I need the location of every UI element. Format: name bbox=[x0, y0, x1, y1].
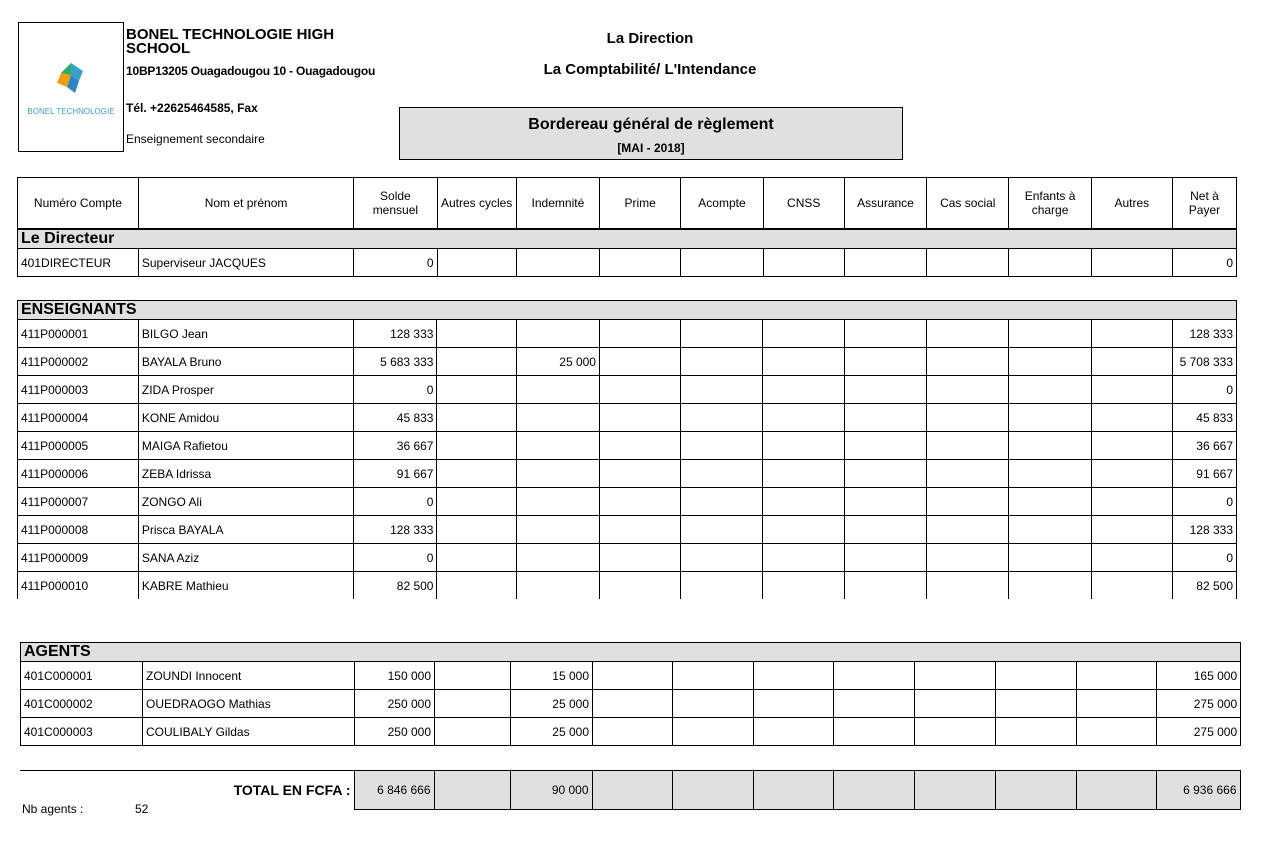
empty-cell bbox=[844, 460, 926, 488]
empty-cell bbox=[593, 718, 673, 746]
agents-table bbox=[20, 642, 1241, 746]
column-header: Net à Payer bbox=[1172, 178, 1236, 229]
account-number-cell: 411P000001 bbox=[18, 320, 139, 348]
account-number-cell: 411P000009 bbox=[18, 544, 139, 572]
empty-cell bbox=[599, 404, 680, 432]
empty-cell bbox=[927, 432, 1009, 460]
empty-cell bbox=[1091, 516, 1172, 544]
solde-cell: 82 500 bbox=[354, 572, 437, 600]
empty-cell bbox=[681, 320, 763, 348]
net-cell: 0 bbox=[1172, 376, 1236, 404]
empty-cell bbox=[1009, 572, 1091, 600]
indemnite-cell bbox=[516, 404, 599, 432]
empty-cell bbox=[834, 718, 915, 746]
net-cell: 275 000 bbox=[1157, 718, 1241, 746]
empty-cell bbox=[996, 662, 1077, 690]
empty-cell bbox=[915, 662, 996, 690]
total-empty bbox=[592, 771, 672, 810]
column-header: CNSS bbox=[763, 178, 844, 229]
table-row bbox=[18, 432, 1237, 460]
indemnite-cell: 25 000 bbox=[511, 690, 593, 718]
column-header: Nom et prénom bbox=[138, 178, 353, 229]
empty-cell bbox=[681, 516, 763, 544]
empty-cell bbox=[763, 404, 844, 432]
indemnite-cell bbox=[516, 544, 599, 572]
empty-cell bbox=[599, 488, 680, 516]
empty-cell bbox=[927, 460, 1009, 488]
table-row bbox=[18, 376, 1237, 404]
account-number-cell: 401DIRECTEUR bbox=[18, 249, 139, 277]
total-empty bbox=[833, 771, 914, 810]
empty-cell bbox=[1077, 662, 1157, 690]
table-row bbox=[18, 544, 1237, 572]
net-cell: 128 333 bbox=[1172, 320, 1236, 348]
name-cell: ZEBA Idrissa bbox=[138, 460, 353, 488]
empty-cell bbox=[599, 376, 680, 404]
account-number-cell: 411P000010 bbox=[18, 572, 139, 600]
empty-cell bbox=[763, 432, 844, 460]
net-cell: 0 bbox=[1172, 249, 1236, 277]
empty-cell bbox=[996, 690, 1077, 718]
column-header: Cas social bbox=[927, 178, 1009, 229]
empty-cell bbox=[673, 718, 754, 746]
column-header: Acompte bbox=[681, 178, 763, 229]
comptabilite-heading: La Comptabilité/ L'Intendance bbox=[543, 61, 757, 78]
empty-cell bbox=[927, 348, 1009, 376]
school-logo bbox=[18, 22, 124, 152]
indemnite-cell bbox=[516, 249, 599, 277]
column-header: Autres cycles bbox=[437, 178, 516, 229]
net-cell: 45 833 bbox=[1172, 404, 1236, 432]
empty-cell bbox=[599, 460, 680, 488]
section-label-agents: AGENTS bbox=[21, 643, 1241, 662]
solde-cell: 128 333 bbox=[354, 320, 437, 348]
table-row bbox=[18, 249, 1237, 277]
empty-cell bbox=[844, 572, 926, 600]
empty-cell bbox=[673, 690, 754, 718]
net-cell: 5 708 333 bbox=[1172, 348, 1236, 376]
logo-mark-icon bbox=[53, 61, 89, 95]
empty-cell bbox=[754, 718, 834, 746]
net-cell: 165 000 bbox=[1157, 662, 1241, 690]
total-empty bbox=[434, 771, 510, 810]
empty-cell bbox=[599, 320, 680, 348]
solde-cell: 0 bbox=[354, 376, 437, 404]
empty-cell bbox=[437, 460, 516, 488]
logo-wordmark: BONEL TECHNOLOGIE bbox=[27, 107, 115, 116]
total-empty bbox=[1076, 771, 1156, 810]
empty-cell bbox=[844, 404, 926, 432]
empty-cell bbox=[435, 662, 511, 690]
empty-cell bbox=[1009, 460, 1091, 488]
indemnite-cell bbox=[516, 432, 599, 460]
indemnite-cell: 25 000 bbox=[516, 348, 599, 376]
empty-cell bbox=[1009, 249, 1091, 277]
empty-cell bbox=[915, 690, 996, 718]
empty-cell bbox=[1009, 320, 1091, 348]
empty-cell bbox=[844, 249, 926, 277]
net-cell: 128 333 bbox=[1172, 516, 1236, 544]
table-row bbox=[18, 572, 1237, 600]
solde-cell: 36 667 bbox=[354, 432, 437, 460]
solde-cell: 0 bbox=[354, 488, 437, 516]
column-header-table bbox=[17, 177, 1237, 229]
empty-cell bbox=[844, 544, 926, 572]
empty-cell bbox=[763, 348, 844, 376]
empty-cell bbox=[599, 432, 680, 460]
name-cell: KONE Amidou bbox=[138, 404, 353, 432]
empty-cell bbox=[435, 718, 511, 746]
total-table bbox=[20, 770, 1241, 810]
name-cell: ZIDA Prosper bbox=[138, 376, 353, 404]
table-row bbox=[18, 404, 1237, 432]
empty-cell bbox=[437, 432, 516, 460]
total-label: TOTAL EN FCFA : bbox=[20, 771, 354, 810]
empty-cell bbox=[600, 249, 681, 277]
column-header: Solde mensuel bbox=[354, 178, 437, 229]
table-row bbox=[21, 690, 1241, 718]
school-name: BONEL TECHNOLOGIE HIGH SCHOOL bbox=[126, 26, 335, 57]
empty-cell bbox=[681, 376, 763, 404]
empty-cell bbox=[437, 249, 516, 277]
document-title: Bordereau général de règlement bbox=[528, 116, 774, 133]
total-empty bbox=[753, 771, 833, 810]
empty-cell bbox=[599, 516, 680, 544]
section-label-directeur: Le Directeur bbox=[18, 230, 1237, 249]
solde-cell: 150 000 bbox=[355, 662, 435, 690]
empty-cell bbox=[437, 376, 516, 404]
empty-cell bbox=[996, 718, 1077, 746]
empty-cell bbox=[1009, 488, 1091, 516]
solde-cell: 0 bbox=[354, 249, 437, 277]
empty-cell bbox=[437, 320, 516, 348]
empty-cell bbox=[763, 544, 844, 572]
table-row bbox=[18, 320, 1237, 348]
net-cell: 275 000 bbox=[1157, 690, 1241, 718]
empty-cell bbox=[763, 249, 844, 277]
empty-cell bbox=[927, 516, 1009, 544]
table-row bbox=[18, 488, 1237, 516]
account-number-cell: 401C000001 bbox=[21, 662, 143, 690]
indemnite-cell bbox=[516, 516, 599, 544]
empty-cell bbox=[844, 348, 926, 376]
solde-cell: 91 667 bbox=[354, 460, 437, 488]
nb-agents-value: 52 bbox=[135, 802, 149, 816]
account-number-cell: 401C000003 bbox=[21, 718, 143, 746]
empty-cell bbox=[1009, 348, 1091, 376]
empty-cell bbox=[1009, 376, 1091, 404]
column-header: Autres bbox=[1091, 178, 1172, 229]
name-cell: BILGO Jean bbox=[138, 320, 353, 348]
empty-cell bbox=[681, 432, 763, 460]
account-number-cell: 411P000002 bbox=[18, 348, 139, 376]
name-cell: Prisca BAYALA bbox=[138, 516, 353, 544]
empty-cell bbox=[681, 572, 763, 600]
empty-cell bbox=[844, 516, 926, 544]
empty-cell bbox=[681, 348, 763, 376]
empty-cell bbox=[599, 348, 680, 376]
empty-cell bbox=[599, 572, 680, 600]
school-level: Enseignement secondaire bbox=[126, 132, 265, 146]
empty-cell bbox=[437, 516, 516, 544]
total-indemnite: 90 000 bbox=[510, 771, 592, 810]
empty-cell bbox=[1091, 432, 1172, 460]
empty-cell bbox=[754, 662, 834, 690]
empty-cell bbox=[1091, 376, 1172, 404]
empty-cell bbox=[437, 572, 516, 600]
empty-cell bbox=[681, 544, 763, 572]
solde-cell: 128 333 bbox=[354, 516, 437, 544]
indemnite-cell bbox=[516, 460, 599, 488]
column-header: Enfants à charge bbox=[1009, 178, 1091, 229]
empty-cell bbox=[763, 376, 844, 404]
empty-cell bbox=[593, 662, 673, 690]
empty-cell bbox=[927, 572, 1009, 600]
solde-cell: 5 683 333 bbox=[354, 348, 437, 376]
name-cell: SANA Aziz bbox=[138, 544, 353, 572]
section-label-enseignants: ENSEIGNANTS bbox=[18, 301, 1237, 320]
account-number-cell: 411P000005 bbox=[18, 432, 139, 460]
total-empty bbox=[672, 771, 753, 810]
empty-cell bbox=[437, 488, 516, 516]
empty-cell bbox=[1009, 432, 1091, 460]
enseignants-table bbox=[17, 300, 1237, 599]
empty-cell bbox=[681, 488, 763, 516]
empty-cell bbox=[834, 690, 915, 718]
empty-cell bbox=[1009, 516, 1091, 544]
document-title-box bbox=[399, 107, 903, 160]
empty-cell bbox=[1091, 404, 1172, 432]
net-cell: 91 667 bbox=[1172, 460, 1236, 488]
table-row bbox=[18, 516, 1237, 544]
name-cell: Superviseur JACQUES bbox=[138, 249, 353, 277]
net-cell: 82 500 bbox=[1172, 572, 1236, 600]
table-row bbox=[18, 348, 1237, 376]
document-period: [MAI - 2018] bbox=[617, 141, 685, 155]
empty-cell bbox=[1091, 572, 1172, 600]
name-cell: OUEDRAOGO Mathias bbox=[143, 690, 355, 718]
empty-cell bbox=[844, 432, 926, 460]
empty-cell bbox=[681, 404, 763, 432]
column-header: Assurance bbox=[844, 178, 926, 229]
solde-cell: 0 bbox=[354, 544, 437, 572]
solde-cell: 250 000 bbox=[355, 718, 435, 746]
name-cell: ZOUNDI Innocent bbox=[143, 662, 355, 690]
net-cell: 0 bbox=[1172, 544, 1236, 572]
column-header: Indemnité bbox=[516, 178, 599, 229]
directeur-table bbox=[17, 229, 1237, 277]
empty-cell bbox=[1091, 544, 1172, 572]
net-cell: 36 667 bbox=[1172, 432, 1236, 460]
column-header: Numéro Compte bbox=[18, 178, 139, 229]
direction-heading: La Direction bbox=[606, 30, 694, 47]
empty-cell bbox=[844, 320, 926, 348]
name-cell: MAIGA Rafietou bbox=[138, 432, 353, 460]
empty-cell bbox=[927, 488, 1009, 516]
empty-cell bbox=[1009, 404, 1091, 432]
empty-cell bbox=[763, 460, 844, 488]
total-empty bbox=[914, 771, 995, 810]
total-row bbox=[20, 771, 1240, 810]
table-row bbox=[21, 718, 1241, 746]
empty-cell bbox=[927, 249, 1009, 277]
indemnite-cell: 15 000 bbox=[511, 662, 593, 690]
empty-cell bbox=[673, 662, 754, 690]
indemnite-cell bbox=[516, 320, 599, 348]
empty-cell bbox=[1077, 718, 1157, 746]
empty-cell bbox=[681, 249, 763, 277]
indemnite-cell bbox=[516, 376, 599, 404]
name-cell: BAYALA Bruno bbox=[138, 348, 353, 376]
empty-cell bbox=[593, 690, 673, 718]
empty-cell bbox=[927, 320, 1009, 348]
empty-cell bbox=[844, 488, 926, 516]
empty-cell bbox=[1091, 488, 1172, 516]
empty-cell bbox=[927, 544, 1009, 572]
empty-cell bbox=[763, 488, 844, 516]
nb-agents-label: Nb agents : bbox=[22, 802, 84, 816]
total-net: 6 936 666 bbox=[1156, 771, 1240, 810]
indemnite-cell bbox=[516, 488, 599, 516]
empty-cell bbox=[1077, 690, 1157, 718]
empty-cell bbox=[1091, 249, 1172, 277]
account-number-cell: 411P000004 bbox=[18, 404, 139, 432]
table-row bbox=[18, 460, 1237, 488]
empty-cell bbox=[927, 404, 1009, 432]
empty-cell bbox=[763, 320, 844, 348]
net-cell: 0 bbox=[1172, 488, 1236, 516]
account-number-cell: 401C000002 bbox=[21, 690, 143, 718]
indemnite-cell bbox=[516, 572, 599, 600]
empty-cell bbox=[437, 348, 516, 376]
empty-cell bbox=[844, 376, 926, 404]
empty-cell bbox=[435, 690, 511, 718]
account-number-cell: 411P000006 bbox=[18, 460, 139, 488]
empty-cell bbox=[1091, 348, 1172, 376]
solde-cell: 250 000 bbox=[355, 690, 435, 718]
empty-cell bbox=[437, 404, 516, 432]
empty-cell bbox=[681, 460, 763, 488]
empty-cell bbox=[834, 662, 915, 690]
empty-cell bbox=[1009, 544, 1091, 572]
account-number-cell: 411P000003 bbox=[18, 376, 139, 404]
empty-cell bbox=[1091, 460, 1172, 488]
solde-cell: 45 833 bbox=[354, 404, 437, 432]
empty-cell bbox=[1091, 320, 1172, 348]
column-header-row bbox=[18, 178, 1237, 229]
empty-cell bbox=[599, 544, 680, 572]
empty-cell bbox=[754, 690, 834, 718]
account-number-cell: 411P000007 bbox=[18, 488, 139, 516]
name-cell: KABRE Mathieu bbox=[138, 572, 353, 600]
empty-cell bbox=[437, 544, 516, 572]
account-number-cell: 411P000008 bbox=[18, 516, 139, 544]
empty-cell bbox=[927, 376, 1009, 404]
indemnite-cell: 25 000 bbox=[511, 718, 593, 746]
empty-cell bbox=[915, 718, 996, 746]
school-phone: Tél. +22625464585, Fax bbox=[126, 101, 258, 115]
total-empty bbox=[995, 771, 1076, 810]
table-row bbox=[21, 662, 1241, 690]
empty-cell bbox=[763, 572, 844, 600]
name-cell: COULIBALY Gildas bbox=[143, 718, 355, 746]
column-header: Prime bbox=[600, 178, 681, 229]
empty-cell bbox=[763, 516, 844, 544]
name-cell: ZONGO Ali bbox=[138, 488, 353, 516]
total-solde: 6 846 666 bbox=[354, 771, 434, 810]
school-address: 10BP13205 Ouagadougou 10 - Ouagadougou bbox=[126, 64, 376, 78]
